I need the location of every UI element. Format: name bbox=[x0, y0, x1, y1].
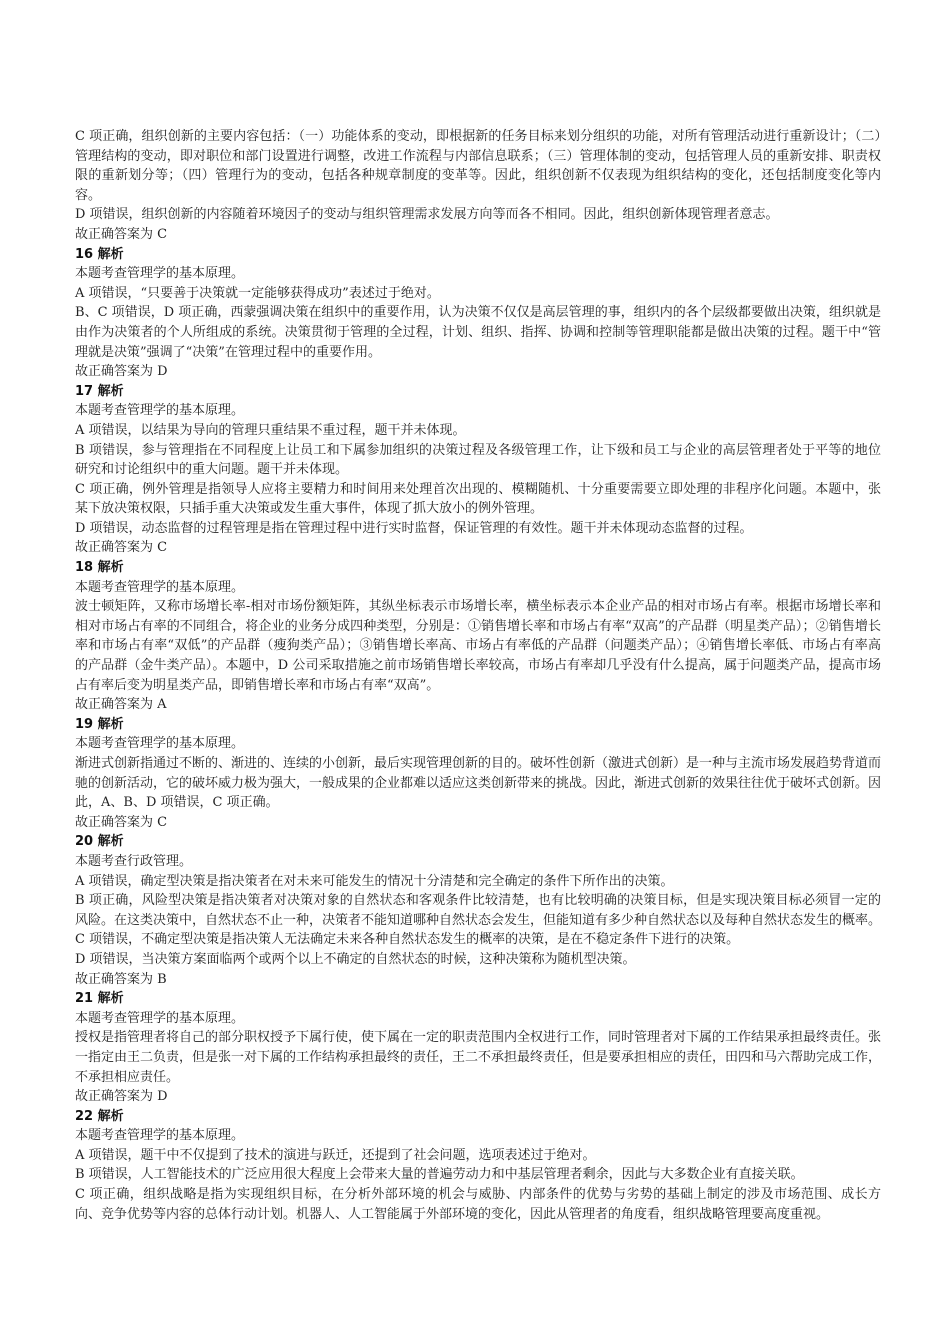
paragraph: 故正确答案为 C bbox=[75, 814, 168, 830]
paragraph: 渐进式创新指通过不断的、渐进的、连续的小创新，最后实现管理创新的目的。破坏性创新（激进式创新）是一种与主流市场发展趋势背道而驰的创新活动，它的破坏威力极为强大，一般成果的企业都难以适应这类创新带来的挑战。因此，渐进式创新的效果往往优于破坏式创新。因此，A、B、D 项错误，C 项正确。 bbox=[75, 756, 882, 811]
section-heading: 17 解析 bbox=[75, 383, 124, 399]
paragraph: C 项正确，组织创新的主要内容包括：（一）功能体系的变动，即根据新的任务目标来划分组织的功能，对所有管理活动进行重新设计；（二）管理结构的变动，即对职位和部门设置进行调整，改进工作流程与内部信息联系；（三）管理体制的变动，包括管理人员的重新安排、职责权限的重新划分等；（四）管理行为的变动，包括各种规章制度的变革等。因此，组织创新不仅表现为组织结构的变化，还包括制度变化等内容。 bbox=[75, 129, 881, 203]
paragraph: A 项错误，确定型决策是指决策者在对未来可能发生的情况十分清楚和完全确定的条件下所作出的决策。 bbox=[75, 873, 674, 889]
paragraph: D 项错误，动态监督的过程管理是指在管理过程中进行实时监督，保证管理的有效性。题干并未体现动态监督的过程。 bbox=[75, 520, 753, 536]
paragraph: 本题考查管理学的基本原理。 bbox=[75, 266, 245, 282]
paragraph: 本题考查管理学的基本原理。 bbox=[75, 1128, 245, 1144]
paragraph: D 项错误，组织创新的内容随着环境因子的变动与组织管理需求发展方向等而各不相同。因此，组织创新体现管理者意志。 bbox=[75, 207, 779, 223]
paragraph: 故正确答案为 D bbox=[75, 364, 168, 380]
paragraph: C 项错误，不确定型决策是指决策人无法确定未来各种自然状态发生的概率的决策，是在不稳定条件下进行的决策。 bbox=[75, 932, 740, 948]
section-heading: 20 解析 bbox=[75, 834, 124, 850]
paragraph: B 项错误，参与管理指在不同程度上让员工和下属参加组织的决策过程及各级管理工作，让下级和员工与企业的高层管理者处于平等的地位研究和讨论组织中的重大问题。题干并未体现。 bbox=[75, 442, 881, 478]
paragraph: A 项错误，“只要善于决策就一定能够获得成功”表述过于绝对。 bbox=[75, 285, 440, 301]
paragraph: 本题考查管理学的基本原理。 bbox=[75, 403, 245, 419]
paragraph: 故正确答案为 A bbox=[75, 697, 167, 713]
document-body bbox=[75, 127, 881, 1224]
paragraph: B、C 项错误，D 项正确，西蒙强调决策在组织中的重要作用，认为决策不仅仅是高层管理的事，组织内的各个层级都要做出决策，组织就是由作为决策者的个人所组成的系统。决策贯彻于管理的全过程，计划、组织、指挥、协调和控制等管理职能都是做出决策的过程。题干中“管理就是决策”强调了“决策”在管理过程中的重要作用。 bbox=[75, 305, 881, 360]
paragraph: 授权是指管理者将自己的部分职权授予下属行使，使下属在一定的职责范围内全权进行工作，同时管理者对下属的工作结果承担最终责任。张一指定由王二负责，但是张一对下属的工作结构承担最终的责任，王二不承担最终责任，但是要承担相应的责任，田四和马六帮助完成工作，不承担相应责任。 bbox=[75, 1030, 882, 1085]
paragraph: D 项错误，当决策方案面临两个或两个以上不确定的自然状态的时候，这种决策称为随机型决策。 bbox=[75, 951, 636, 967]
section-heading: 22 解析 bbox=[75, 1108, 124, 1124]
section-heading: 19 解析 bbox=[75, 716, 124, 732]
paragraph: 波士顿矩阵，又称市场增长率-相对市场份额矩阵，其纵坐标表示市场增长率，横坐标表示本企业产品的相对市场占有率。根据市场增长率和相对市场占有率的不同组合，将企业的业务分成四种类型，分别是：①销售增长率和市场占有率“双高”的产品群（明星类产品）；②销售增长率和市场占有率“双低”的产品群（瘦狗类产品）；③销售增长率高、市场占有率低的产品群（问题类产品）；④销售增长率低、市场占有率高的产品群（金牛类产品）。本题中，D 公司采取措施之前市场销售增长率较高，市场占有率却几乎没有什么提高，属于问题类产品，提高市场占有率后变为明星类产品，即销售增长率和市场占有率“双高”。 bbox=[75, 599, 881, 693]
section-heading: 18 解析 bbox=[75, 560, 124, 576]
paragraph: B 项正确，风险型决策是指决策者对决策对象的自然状态和客观条件比较清楚，也有比较明确的决策目标，但是实现决策目标必须冒一定的风险。在这类决策中，自然状态不止一种，决策者不能知道哪种自然状态会发生，但能知道有多少种自然状态以及每种自然状态发生的概率。 bbox=[75, 893, 882, 928]
paragraph: 本题考查管理学的基本原理。 bbox=[75, 579, 245, 595]
paragraph: 故正确答案为 D bbox=[75, 1089, 168, 1105]
paragraph: 本题考查管理学的基本原理。 bbox=[75, 1010, 245, 1026]
paragraph: 故正确答案为 B bbox=[75, 971, 167, 987]
paragraph: 本题考查行政管理。 bbox=[75, 853, 193, 869]
paragraph: 本题考查管理学的基本原理。 bbox=[75, 736, 245, 752]
paragraph: 故正确答案为 C bbox=[75, 226, 168, 242]
paragraph: 故正确答案为 C bbox=[75, 540, 168, 556]
paragraph: C 项正确，例外管理是指领导人应将主要精力和时间用来处理首次出现的、模糊随机、十分重要需要立即处理的非程序化问题。本题中，张某下放决策权限，只插手重大决策或发生重大事件，体现了抓大放小的例外管理。 bbox=[75, 481, 881, 517]
section-heading: 21 解析 bbox=[75, 991, 124, 1007]
paragraph: A 项错误，以结果为导向的管理只重结果不重过程，题干并未体现。 bbox=[75, 422, 466, 438]
paragraph: B 项错误，人工智能技术的广泛应用很大程度上会带来大量的普遍劳动力和中基层管理者剩余，因此与大多数企业有直接关联。 bbox=[75, 1167, 804, 1183]
paragraph: A 项错误，题干中不仅提到了技术的演进与跃迁，还提到了社会问题，选项表述过于绝对。 bbox=[75, 1147, 596, 1163]
paragraph: C 项正确，组织战略是指为实现组织目标，在分析外部环境的机会与威胁、内部条件的优势与劣势的基础上制定的涉及市场范围、成长方向、竞争优势等内容的总体行动计划。机器人、人工智能属于外部环境的变化，因此从管理者的角度看，组织战略管理要高度重视。 bbox=[75, 1187, 881, 1222]
section-heading: 16 解析 bbox=[75, 246, 124, 262]
